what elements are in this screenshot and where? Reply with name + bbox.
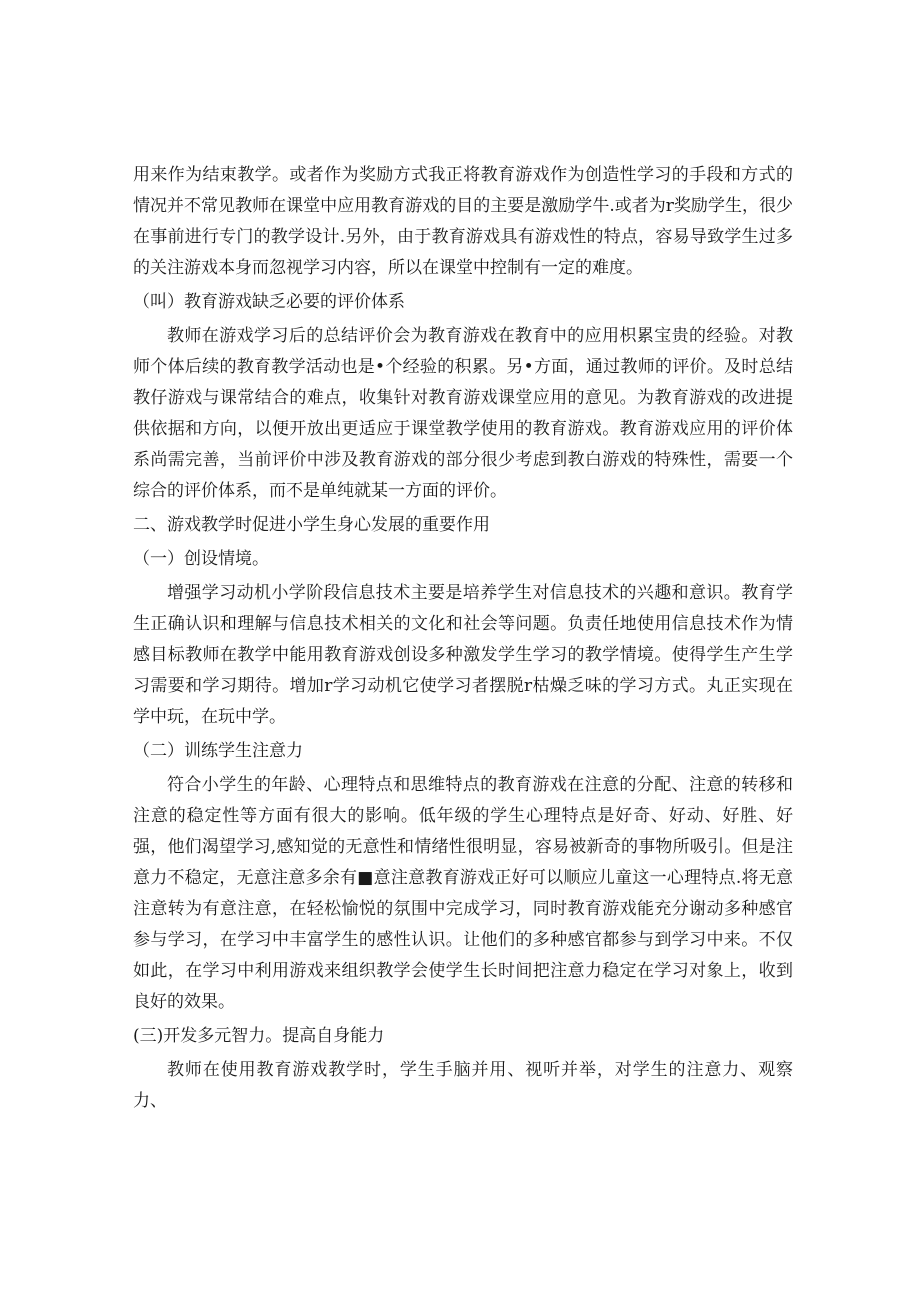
chapter-heading-importance: 二、游戏教学时促进小学生身心发展的重要作用 <box>133 515 490 535</box>
paragraph-attention: 符合小学生的年龄、心理特点和思维特点的教育游戏在注意的分配、注意的转移和注意的稳定性等方面有很大的影响。低年级的学生心理特点是好奇、好动、好胜、好强，他们渴望学习,感知觉的无意性和情绪性很明显，容易被新奇的事物所吸引。但是注意力不稳定，无意注意多余有■意注意教育游戏正好可以顺应儿童这一心理特点.将无意注意转为有意注意，在轻松愉悦的氛围中完成学习，同时教育游戏能充分谢动多种感官参与学习，在学习中丰富学生的感性认识。让他们的多种感官都参与到学习中来。不仅如此，在学习中利用游戏来组织教学会使学生长时间把注意力稳定在学习对象上，收到良好的效果。 <box>133 775 793 1012</box>
paragraph-intelligence: 教师在使用教育游戏教学时，学生手脑并用、视听并举，对学生的注意力、观察力、 <box>133 1060 793 1111</box>
section-heading-evaluation: （叫）教育游戏缺乏必要的评价体系 <box>133 292 405 312</box>
section-heading-attention: （二）训练学生注意力 <box>133 741 303 761</box>
section-heading-intelligence: (三)开发多元智力。提高自身能力 <box>133 1026 385 1046</box>
paragraph-situation: 增强学习动机小学阶段信息技术主要是培养学生对信息技术的兴趣和意识。教育学生正确认识和理解与信息技术相关的文化和社会等问题。负责任地使用信息技术作为情感目标教师在教学中能用教育游戏创设多种激发学生学习的教学情境。使得学生产生学习需要和学习期待。增加r学习动机它使学习者摆脱r枯燥乏味的学习方式。丸正实现在学中玩，在玩中学。 <box>133 583 793 727</box>
paragraph-intro: 用来作为结束教学。或者作为奖励方式我正将教育游戏作为创造性学习的手段和方式的情况并不常见教师在课堂中应用教育游戏的目的主要是激励学牛.或者为r奖励学生，很少在事前进行专门的教学设计.另外，由于教育游戏具有游戏性的特点，容易导致学生过多的关注游戏本身而忽视学习内容，所以在课堂中控制有一定的难度。 <box>133 165 793 278</box>
paragraph-evaluation: 教师在游戏学习后的总结评价会为教育游戏在教育中的应用枳累宝贵的经验。对教师个体后续的教育教学活动也是•个经验的积累。另•方面，通过教师的评价。及时总结教仔游戏与课常结合的难点，收集针对教育游戏课堂应用的意见。为教育游戏的改进提供依据和方向，以便开放出更适应于课堂教学使用的教育游戏。教育游戏应用的评价体系尚需完善，当前评价中涉及教育游戏的部分很少考虑到教白游戏的特殊性，需要一个综合的评价体系，而不是单纯就某一方面的评价。 <box>133 326 793 501</box>
document-body <box>133 160 793 1117</box>
section-heading-situation: （一）创设情境。 <box>133 549 269 569</box>
